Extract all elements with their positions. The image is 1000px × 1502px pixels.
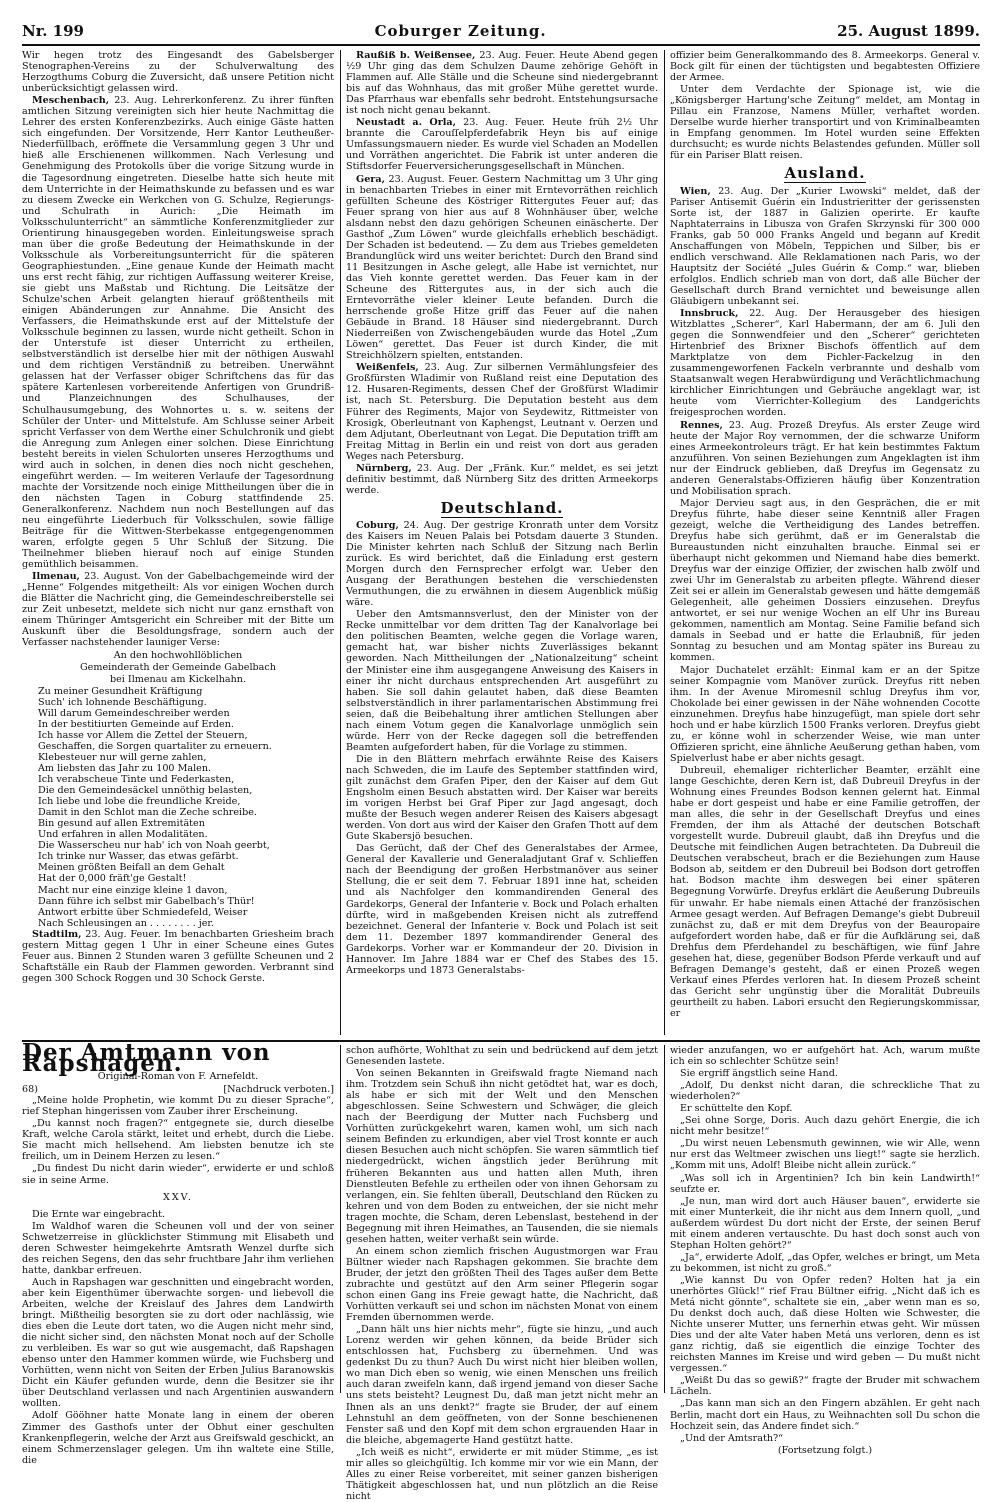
poem-line: In der bestitiurten Gemeinde auf Erden. xyxy=(38,718,234,730)
article-paragraph xyxy=(22,95,334,570)
poem-line: Will darum Gemeindeschreiber werden xyxy=(38,707,230,719)
article-text: „Das kann man sich an den Fingern abzählen. Er geht nach Berlin, macht dort ein Haus, zu Weihnachten soll Du schon die Hochzeit sein, das Andere findet sich.“ xyxy=(670,1398,980,1432)
article-text: „Du kannst noch fragen?“ entgegnete sie, durch dieselbe Kraft, welche Carola stärkt, leitet und erhebt, durch die Liebe. Sie macht mich hellsehend. Am liebsten benutze ich ste freilich, um in Deinem Herzen zu lesen.“ xyxy=(22,1118,334,1163)
poem-line: Die den Gemeindesäckel unnöthig belasten, xyxy=(38,785,253,797)
column-3 xyxy=(670,50,980,1035)
article-text: „Adolf, Du denkst nicht daran, die schreckliche That zu wiederholen?“ xyxy=(670,1080,980,1103)
poem-line: Ich verabscheue Tinte und Federkasten, xyxy=(38,774,235,786)
article-text: 23. Aug. Prozeß Dreyfus. Als erster Zeuge wird heute der Major Roy vernommen, der die schwarze Uniform eines Armeekontroleurs trägt. Er hat kein bestimmtes Faktum anzuführen. Von seinen Beziehungen zum Angeklagten ist ihm nur der Eindruck geblieben, daß Dreyfus im Gegensatz zu anderen Generalstabs-Offizieren häufig über Konzentration und Mobilisation sprach. xyxy=(670,419,980,497)
article-paragraph xyxy=(670,186,980,308)
article-paragraph xyxy=(670,1045,980,1067)
poem-line: Geschaffen, die Sorgen quartaliter zu erneuern. xyxy=(38,740,272,752)
article-text: Major Dervieu sagt aus, in den Gesprächen, die er mit Dreyfus führte, habe dieser seine Kenntniß aller Fragen gezeigt, welche die Vertheidigung des Landes betreffen. Dreyfus habe sich gerühmt, daß er im Generalstab die Bureaustunden nicht einzuhalten brauche. Einmal sei er überhaupt nicht gekommen und Niemand habe dies bemerkt. Dreyfus war der einzige Offizier, der zwischen halb zwölf und zwei Uhr im Generalstab zu arbeiten pflegte. Während dieser Zeit sei er allein im Generalstab gewesen und hätte demgemäß Gelegenheit, alle geheimen Dossiers einzusehen. Dreyfus antwortet, er sei nur wenige Wochen an elf Uhr ins Bureau gekommen, namentlich am Montag. Seine Familie befand sich damals in Seebad und er hatte die Erlaubniß, für jeden Sonntag zu besuchen und am Montag später ins Bureau zu kommen. xyxy=(670,497,980,664)
article-text: 23. Aug. Feuer. Im benachbarten Griesheim brach gestern Mittag gegen 1 Uhr in einer Scheune eines Gutes Feuer aus. Binnen 2 Stunden waren 3 gefüllte Scheunen und 2 Schaftställe ein Raub der Flammen geworden. Verbrannt sind gegen 300 Schock Roggen und 30 Schock Gerste. xyxy=(22,928,334,984)
issue-number: Nr. 199 xyxy=(22,22,84,40)
article-paragraph xyxy=(346,174,658,362)
article-paragraph xyxy=(346,609,658,753)
article-paragraph xyxy=(670,765,980,1019)
novel-author: Original-Roman von F. Arnefeldt. xyxy=(97,1071,259,1083)
article-paragraph xyxy=(22,1209,334,1220)
article-paragraph xyxy=(670,308,980,418)
article-text: 22. Aug. Der Herausgeber des hiesigen Witzblattes „Scherer“, Karl Habermann, der am 6. Juli den gegen die Sonnwendfeier und den „Scherer“ gerichteten Hirtenbrief des Brixner Bischofs öffentlich auf dem Marktplatze von dem Pichler-Fackelzug in den zusammengeworfenen Fackeln verbrannte und deshalb vom Staatsanwalt wegen Herabwürdigung und Verächtlichmachung kirchlicher Einrichtungen und Gebräuche angeklagt war, ist heute vom Vierrichter-Kollegium des Landgerichts freigesprochen worden. xyxy=(670,308,980,419)
reprint-notice: [Nachdruck verboten.] xyxy=(223,1084,334,1096)
article-paragraph xyxy=(346,50,658,116)
novel-title: Der Amtmann von Rapshagen. xyxy=(22,1039,271,1078)
article-text: wieder anzufangen, wo er aufgehört hat. Ach, warum mußte ich ein so schlechter Schütze sein! xyxy=(670,1045,980,1068)
article-text: „Und der Amtsrath?“ xyxy=(680,1432,784,1444)
article-paragraph xyxy=(22,1277,334,1410)
article-paragraph xyxy=(670,498,980,664)
article-paragraph xyxy=(22,1118,334,1162)
article-text: „Wie kannst Du von Opfer reden? Holten hat ja ein unerhörtes Glück!“ rief Frau Bültner eifrig. „Nicht daß ich es Metá nicht gönnte“, schaltete sie ein, „aber wenn man es so, Du denkst doch auch, daß diese Holten wie Schwester, die Nichte unserer Mutter, uns fernerhin etwas geht. Wir müssen Dies und der alte Vater haben Metá uns verloren, denn es ist ganz richtig, daß sie eigentlich die einzige Tochter des reichsten Mannes im Kreise und wird geben — Du mußt nicht vergessen.“ xyxy=(670,1274,980,1375)
article-paragraph xyxy=(346,1447,658,1502)
article-paragraph xyxy=(670,50,980,83)
article-paragraph xyxy=(670,1173,980,1195)
article-text: 23. August. Von der Gabelbachgemeinde wird der „Henne“ Folgendes mitgetheilt: Als vor einigen Wochen durch die Blätter die Nachricht ging, die Gemeindeschreiberstelle sei zur Zeit unbesetzt, meldete sich nicht nur ganz ernsthaft von einem Thüringer Amtsgericht ein Schreiber mit der Bitte um Auskunft über die Besoldungsfrage, sondern auch der Verfasser nachstehender launiger Verse: xyxy=(22,571,334,649)
article-paragraph xyxy=(670,1252,980,1274)
article-paragraph xyxy=(22,571,334,648)
article-paragraph xyxy=(346,362,658,461)
article-text: Im Waldhof waren die Scheunen voll und der von seiner Schwetzerreise in glücklichster Stimmung mit Elisabeth und deren Schwester heimgekehrte Amtsrath Wenzel durfte sich des reichen Segens, den das sehr fruchtbare Jahr ihm verliehen hatte, dankbar erfreuen. xyxy=(22,1220,334,1276)
column-divider xyxy=(340,1045,341,1393)
article-dateline: Weißenfels, xyxy=(356,362,419,374)
article-paragraph xyxy=(346,843,658,976)
article-dateline: Rennes, xyxy=(680,419,723,431)
chapter-number: XXV. xyxy=(163,1191,193,1203)
poem-line: Antwort erbitte über Schmiedefeld, Weiser xyxy=(38,906,248,918)
issue-date: 25. August 1899. xyxy=(837,22,980,40)
article-paragraph xyxy=(22,929,334,984)
poem-line: Such' ich lohnende Beschäftigung. xyxy=(38,696,207,708)
article-dateline: Neustadt a. Orla, xyxy=(356,117,456,129)
article-paragraph xyxy=(22,1163,334,1185)
centered-line: Gemeinderath der Gemeinde Gabelbach xyxy=(80,661,276,673)
novel-column-2 xyxy=(346,1045,658,1502)
section-heading-text: Deutschland. xyxy=(440,498,564,517)
column-2 xyxy=(346,50,658,1035)
article-paragraph xyxy=(670,420,980,497)
novel-column-1 xyxy=(22,1039,334,1466)
article-paragraph xyxy=(346,1324,658,1446)
article-text: Die in den Blättern mehrfach erwähnte Reise des Kaisers nach Schweden, die im Laufe des September stattfinden wird, gilt zunächst dem Grafen Piper, den der Kaiser auf dem Gut Engsholm einen Besuch abstatten wird. Der Kaiser war bereits im vorigen Herbst bei Graf Piper zur Jagd angesagt, doch mußte der Besuch wegen anderer Reisen des Kaisers abgesagt werden. Von dort aus wird der Kaiser den Grafen Thott auf dem Gute Skabersjö besuchen. xyxy=(346,753,658,843)
poem-line: Nach Schleusingen an . . . . . . . . jer. xyxy=(38,917,214,929)
poem-line: Die Wasserscheu nur hab' ich von Noah geerbt, xyxy=(38,840,270,852)
poem-line: Am liebsten das Jahr zu 100 Malen. xyxy=(38,763,212,774)
article-text: Dubreuil, ehemaliger richterlicher Beamter, erzählt eine lange Geschichte, deren Kern ist, daß Dubreuil Dreyfus in der Wohnung eines Freundes Bodson kennen gelernt hat. Einmal habe er dort gespeist und habe er eine Familie getroffen, der man alles, die sehr in der Gesellschaft Dreyfus und eines Fremden, der ihm als Attaché der deutschen Botschaft vorgestellt wurde. Dubreuil glaubt, daß ihn Dreyfus und die Deutsche mit feindlichen Augen betrachteten. Da Dubreuil die Deutschen verabscheut, brach er die Beziehungen zum Hause Bodson ab, seitdem er den Dubreuil bei Bodson dort getroffen hat. Bodson machte ihm deswegen bei einer späteren Begegnung Vorwürfe. Dreyfus erklärt die Aeußerung Dubreuils für unwahr. Er habe niemals einen Attaché der französischen Armee gesagt werden. Auf Befragen Demange's giebt Dubreuil zunächst zu, daß er mit dem Dreyfus von der Beauropaire aufgefordert worden habe, daß er für die Aufklärung sei, daß Drehfus dem Pferdehandel zu beschäftigen, wie fünf Jahre gesehen hat, diese, gegenüber Bodson Pferde verkauft und auf Befragen Demange's gesteht, daß er einen Prozeß wegen Verkauf eines Pferdes verloren hat. In diesem Prozeß scheint das Gericht sehr ungünstig über die Moralität Dubreuils geurtheilt zu haben. Labori ersucht den Regierungskommissar, er xyxy=(670,764,980,1019)
article-text: 23. Aug. Lehrerkonferenz. Zu ihrer fünften amtlichen Sitzung vereinigten sich hier heute Nachmittag die Lehrer des ersten Konferenzbezirks. Auch einige Gäste hatten sich eingefunden. Der Vorsitzende, Herr Kantor Leutheußer-Niederfüllbach, eröffnete die Versammlung gegen 3 Uhr und hieß alle Erschienenen willkommen. Nach Verlesung und Genehmigung des Protokolls über die vorige Sitzung wurde in die Tagesordnung eingetreten. Dieselbe hatte sich heute mit dem Unterrichte in der Heimathskunde zu befassen und es war zu diesem Zwecke ein Werkchen von G. Schulze, Regierungs- und Schulrath in Aurich: „Die Heimath im Volksschulunterricht“ an sämmtliche Konferenzmitglieder zur Orientirung hinausgegeben worden. Einleitungsweise sprach man über die große Bedeutung der Heimathskunde in der Volksschule als Vorbereitungsunterricht für die späteren Geographiestunden. „Eine genaue Kunde der Heimath macht uns erst recht fähig, zur richtigen Auffassung weiterer Kreise, sie giebt uns Maßstab und Richtung. Die Leitsätze der Schulze'schen Arbeit gelangten hierauf größtentheils mit einigen Abänderungen zur Annahme. Die Ansicht des Verfassers, die Heimathskunde erst auf der Mittelstufe der Volksschule beginnen zu lassen, wurde nicht getheilt. Schon in der Unterstufe ist dieser Unterricht zu ertheilen, selbstverständlich ist derselbe hier mit der nöthigen Auswahl und dem richtigen Verständniß zu betreiben. Unerwähnt gelassen hat der Verfasser obiger Schriftchens das für das spätere Kartenlesen vorbereitende Anfertigen von Grundriß- und Planzeichnungen des Schulhauses, der Schulhausumgebung, des Wohnortes u. s. w. seitens der Schüler der Unter- und Mittelstufe. Am Schlusse seiner Arbeit spricht Verfasser von dem Werthe einer Schulchronik und giebt die Anregung zum Anlegen einer solchen. Diese Einrichtung besteht bereits in vielen Schulorten unseres Herzogthums und wird auch in solchen, in denen dies noch nicht geschehen, eingeführt werden. — Im weiteren Verlaufe der Tagesordnung machte der Vorsitzende noch einige Mittheilungen über die in den nächsten Tagen in Coburg stattfindende 25. Generalkonferenz. Nachdem nun noch Bestellungen auf das neu eingeführte Liederbuch für Volksschulen, sowie fällige Beiträge für die Wittwen-Sterbekasse entgegengenommen waren, erfolgte gegen 5 Uhr Schluß der Sitzung. Die Theilnehmer blieben hierauf noch auf einige Stunden gemüthlich beisammen. xyxy=(22,95,334,571)
article-text: „Meine holde Prophetin, wie kommt Du zu dieser Sprache“, rief Stephan hingerissen vom Zauber ihrer Erscheinung. xyxy=(22,1095,334,1118)
article-paragraph xyxy=(670,1115,980,1137)
article-dateline: Raußiß b. Weißensee, xyxy=(356,50,476,61)
article-text: „Ja“, erwiderte Adolf, „das Opfer, welches er bringt, um Meta zu bekommen, ist nicht zu groß.“ xyxy=(670,1251,980,1274)
article-paragraph xyxy=(346,1246,658,1323)
novel-notice-row xyxy=(22,1084,334,1095)
column-divider xyxy=(664,50,665,1035)
article-dateline: Meschenbach, xyxy=(32,95,110,107)
article-text: Major Duchatelet erzählt: Einmal kam er an der Spitze seiner Kompagnie vom Manöver zurück. Dreyfus ritt neben ihm. In der Avenue Miromesnil schlug Dreyfus ihm vor, Chokolade bei einer gewissen in der Nähe wohnenden Cocotte einzunehmen. Dreyfus habe hinzugefügt, man spiele dort sehr hoch und er habe kürzlich 1500 Franks verloren. Dreyfus giebt zu, er könne wohl in scherzender Weise, wie man unter Offizieren spricht, eine ähnliche Aeußerung gethan haben, vom Spielverlust habe er aber nichts gesagt. xyxy=(670,664,980,764)
poem-line: Zu meiner Gesundheit Kräftigung xyxy=(38,685,203,697)
newspaper-page xyxy=(22,18,980,1502)
section-heading xyxy=(670,164,980,183)
article-text: Unter dem Verdachte der Spionage ist, wie die „Königsberger Hartung'sche Zeitung“ meldet, am Montag in Pillau ein Franzose, Namens Müller, verhaftet worden. Derselbe wurde hierher transportirt und von Kriminalbeamten in Empfang genommen. Im Hotel wurden seine Effekten durchsucht; es wurde nichts Belastendes gefunden. Müller soll für ein Pariser Blatt reisen. xyxy=(670,84,980,162)
article-text: „Sei ohne Sorge, Doris. Auch dazu gehört Energie, die ich nicht mehr besitze!“ xyxy=(670,1115,980,1138)
article-text: offizier beim Generalkommando des 8. Armeekorps. General v. Bock gilt für einen der tüchtigsten und begabtesten Offiziere der Armee. xyxy=(670,50,980,84)
poem-line: Ich trinke nur Wasser, das etwas gefärbt. xyxy=(38,851,239,863)
article-text: An einem schon ziemlich frischen Augustmorgen war Frau Bültner wieder nach Rapshagen gekommen. Sie brachte dem Bruder, der jetzt den größten Theil des Tages außer dem Bette zubrachte und gestützt auf den Arm seiner Pflegerin sogar schon einen Gang ins Freie gewagt hatte, die Nachricht, daß Vorhütten verkauft sei und schon im nächsten Monat von einem Fremden übernommen werde. xyxy=(346,1245,658,1324)
article-text: Er schüttelte den Kopf. xyxy=(680,1103,793,1115)
article-text: 24. Aug. Der gestrige Kronrath unter dem Vorsitz des Kaisers im Neuen Palais bei Potsdam dauerte 3 Stunden. Die Minister kehrten nach Schluß der Sitzung nach Berlin zurück. Es wird berichtet, daß die Einladung erst gestern Morgen durch den Fernsprecher erfolgt war. Ueber den Ausgang der Berathungen bestehen die verschiedensten Vermuthungen, die zu erwähnen in diesem Augenblick müßig wäre. xyxy=(346,519,658,609)
article-text: 23. Aug. Zur silbernen Vermählungsfeier des Großfürsten Wladimir von Rußland reist eine Deputation des 12. Husaren-Regiments, dessen Chef der Großfürst Wladimir ist, nach St. Petersburg. Die Deputation besteht aus dem Führer des Regiments, Major von Seydewitz, Rittmeister von Krosigk, Oberleutnant von Kaphengst, Leutnant v. Oerzen und dem Adjutant, Oberleutnant von Legat. Die Deputation trifft am Freitag Mittag in Berlin ein und reist von dort aus geraden Weges nach Petersburg. xyxy=(346,362,658,462)
poem-line: Bin gesund auf allen Extremitäten xyxy=(38,818,205,830)
article-text: 23. Aug. Der „Kurier Lwowski“ meldet, daß der Pariser Antisemit Guérin ein Industrieritter der gerissensten Sorte ist, der 1887 in Galizien operirte. Er kaufte Naphtaterrains in Libusza von Grafen Skrzynski für 300 000 Franks, gab 50 000 Franks Angeld und begann auf Kredit Anschaffungen von Möbeln, Teppichen und Silber, bis er endlich verschwand. Alle Reklamationen nach Paris, wo der Hauptsitz der Société „Jules Guérin & Comp.“ war, blieben erfolglos. Endlich schrieb man von dort, daß alle Bücher der Gesellschaft durch Brand vernichtet und beweisunge allen Gläubigern unbekannt sei. xyxy=(670,185,980,307)
article-text: „Du wirst neuen Lebensmuth gewinnen, wie wir Alle, wenn nur erst das Weltmeer zwischen uns liegt!“ sagte sie herzlich. „Komm mit uns, Adolf! Bleibe nicht allein zurück.“ xyxy=(670,1138,980,1172)
article-text: 23. Aug. Feuer. Heute Abend gegen ½9 Uhr ging das dem Schulzen Daume zehörige Gehöft in Flammen auf. Alle Ställe und die Scheune sind niedergebrannt bis auf das Wohnhaus, das mit großer Mühe gerettet wurde. Das Pfarrhaus war ebenfalls sehr bedroht. Entstehungsursache ist noch nicht genau bekannt. xyxy=(346,50,658,117)
installment-number: 68) xyxy=(22,1084,38,1096)
column-1 xyxy=(22,50,334,1035)
centered-line: bei Ilmenau am Kickelhahn. xyxy=(109,673,247,685)
article-paragraph xyxy=(670,1375,980,1397)
article-paragraph xyxy=(670,665,980,764)
novel-column-3 xyxy=(670,1045,980,1456)
poem-line: Meinen größten Beifall an dem Gehalt xyxy=(38,862,225,874)
article-text: Auch in Rapshagen war geschnitten und eingebracht worden, aber kein Eigenthümer überwachte sorgen- und liebevoll die Arbeiten, welche der Kreislauf des Jahres dem Landwirth bringt. Mißtheilig besorgten sie zu dort oder nachlässig, wie dies eben die Leute dort taten, wo die Augen nicht mehr sind, die nicht sicher sind, den nächsten Monat noch auf der Scholle zu verbleiben. Es war so gut wie ausgemacht, daß Rapshagen ebenso unter den Hammer kommen würde, wie Fuchsberg und Vorhütten, wenn nicht von Seiten der Erben Julius Baranowskis Dicht ein Käufer gefunden wurde, denn die Besitzer sie ihr über Deutschland verlassen und nach Argentinien auswandern wollten. xyxy=(22,1276,334,1410)
poem-line: Ich hasse vor Allem die Zettel der Steuern, xyxy=(38,729,248,741)
article-paragraph xyxy=(670,1068,980,1079)
article-paragraph xyxy=(22,1095,334,1117)
article-text: Sie ergriff ängstlich seine Hand. xyxy=(680,1068,838,1080)
article-paragraph xyxy=(670,1196,980,1251)
article-paragraph xyxy=(670,1275,980,1374)
article-dateline: Coburg, xyxy=(356,519,399,531)
article-paragraph xyxy=(670,84,980,161)
poem-line: Und erfahren in allen Modalitäten. xyxy=(38,829,208,841)
article-paragraph xyxy=(346,1068,658,1245)
article-text: Das Gerücht, daß der Chef des Generalstabes der Armee, General der Kavallerie und Generaladjutant Graf v. Schlieffen nach der Beendigung der großen Herbstmanöver aus seiner Stellung, die er seit dem 7. Februar 1891 inne hat, scheiden und als Nachfolger den kommandirenden General des Gardekorps, General der Infanterie v. Bock und Polach erhalten dürfte, wird in maßgebenden Kreisen nicht als zutreffend bezeichnet. General der Infanterie v. Bock und Polach ist seit dem 11. Dezember 1897 kommandirender General des Gardekorps. Vorher war er Kommandeur der 20. Division in Hannover. Im Jahre 1884 war er Chef des Stabes des 15. Armeekorps und 1873 Generalstabs- xyxy=(346,843,658,976)
article-text: Von seinen Bekannten in Greifswald fragte Niemand nach ihm. Trotzdem sein Schuß ihn nicht getödtet hat, war es doch, als habe er sich mit der Welt und den Menschen abgeschlossen. Seine Schwestern und Schwäger, die gleich nach der Beerdigung der Mutter nach Fuchsberg und Vorhütten zurückgekehrt waren, kamen wohl, um sich nach seinem Befinden zu erkundigen, aber viel Trost konnte er auch diesen Besuchen auch nicht schöpfen. Sie waren sämmtlich tief niedergedrückt, wichen ängstlich jeder Berührung mit früheren Bekannten aus und hatten allen Muth, ihren Dienstleuten Befehle zu ertheilen oder von ihnen Gehorsam zu verlangen, ein. Sie fehlten überall, Deutschland den Rücken zu kehren und von dem Boden zu entweichen, der sie nicht mehr tragen mochte, die Scham, deren Lebenslast, bestehend in der Begegnung mit ihren Heimathes, an Tausenden, die sie niemals gesehen hatten, weiter verhaßt sein würde. xyxy=(346,1068,658,1245)
centered-line: An den hochwohllöblichen xyxy=(113,649,243,661)
poem-line: Damit in den Schlot man die Zeche schreibe. xyxy=(38,807,257,819)
article-text: Wir hegen trotz des Eingesandt des Gabelsberger Stenographen-Vereins zu der Schulverwaltung des Herzogthums Coburg die Zuversicht, daß unsere Petition nicht unberücksichtigt gelassen wird. xyxy=(22,50,334,95)
article-text: „Dann hält uns hier nichts mehr“, fügte sie hinzu, „und auch Lorenz werden wir gehen können, da beide Brüder sich entschlossen hat, Fuchsberg zu übernehmen. Und was gedenkst Du zu thun? Auch Du wirst nicht hier bleiben wollen, wo man Dich eben so wenig, wie einen Menschen uns freilich auch daran zweifeln kann, daß irgend jemand von dieser Sache uns stets beisteht? Leugnest Du, daß man jetzt nicht mehr an Ihnen als an uns denkt?“ fragte sie Bruder, der auf einem Lehnstuhl an dem geöffneten, von der Sonne beschienenen Fenster saß und den Kopf mit dem schon ergrauenden Haar in die bleiche, abgemagerte Hand gestützt hatte. xyxy=(346,1324,658,1446)
article-dateline: Stadtilm, xyxy=(32,928,82,940)
article-text: 23. August. Feuer. Gestern Nachmittag um 3 Uhr ging in benachbarten Triebes in einer mit Erntevorräthen reichlich gefüllten Scheune des Köstriger Rittergutes Feuer auf; das Feuer sprang von hier aus auf 8 Wohnhäuser über, welche alsdann nebst den dazu gehörigen Scheunen einäscherte. Der Gasthof „Zum Löwen“ wurde gleichfalls erheblich beschädigt. Der Schaden ist bedeutend. — Zu dem aus Triebes gemeldeten Brandunglück wird uns weiter berichtet: Durch den Brand sind 11 Besitzungen in Asche gelegt, alle Habe ist vernichtet, nur das Vieh konnte gerettet werden. Das Feuer kam in der Scheune des Rittergutes aus, in der sich auch die Erntevorräthe vieler kleiner Leute befanden. Durch die herrschende große Hitze griff das Feuer auf die nahen Gebäude in Brand. 18 Häuser sind niedergebrannt. Durch Niederreißen von Zwischengebäuden wurde das Hotel „Zum Löwen“ gerettet. Das Feuer ist durch Kinder, die mit Streichhölzern spielten, entstanden. xyxy=(346,173,658,362)
poem-line: Macht nur eine einzige kleine 1 davon, xyxy=(38,884,228,896)
article-paragraph xyxy=(346,754,658,842)
section-heading xyxy=(346,498,658,517)
article-text: „Ich weiß es nicht“, erwiderte er mit müder Stimme, „es ist mir alles so gleichgültig. Ich komme mir vor wie ein Mann, der Alles zu einer Reise vorbereitet, mit seiner ganzen bisherigen Thätigkeit abgeschlossen hat, und nun plötzlich an die Reise nicht xyxy=(346,1446,658,1502)
article-paragraph xyxy=(346,463,658,496)
article-paragraph xyxy=(670,1138,980,1171)
article-dateline: Nürnberg, xyxy=(356,462,412,474)
article-paragraph xyxy=(670,1103,980,1114)
article-dateline: Ilmenau, xyxy=(32,571,80,583)
article-text: „Du findest Du nicht darin wieder“, erwiderte er und schloß sie in seine Arme. xyxy=(22,1163,334,1186)
article-text: „Je nun, man wird dort auch Häuser bauen“, erwiderte sie mit einer Munterkeit, die ihr nicht aus dem Innern quoll, „und außerdem würdest Du dort nicht der Erste, der seinen Beruf mit einem anderen vertauschte. Du hast doch sonst auch von Stephan Holten gehört?“ xyxy=(670,1195,980,1251)
article-paragraph xyxy=(670,1398,980,1431)
article-text: Die Ernte war eingebracht. xyxy=(32,1208,166,1220)
article-paragraph xyxy=(670,1433,980,1444)
article-paragraph xyxy=(22,50,334,94)
article-paragraph xyxy=(670,1080,980,1102)
article-paragraph xyxy=(346,117,658,172)
article-paragraph xyxy=(346,1045,658,1067)
article-text: 23. Aug. Der „Fränk. Kur.“ meldet, es sei jetzt definitiv bestimmt, daß Nürnberg Sitz des dritten Armeekorps werde. xyxy=(346,462,658,496)
article-dateline: Gera, xyxy=(356,173,385,185)
column-divider xyxy=(340,50,341,1035)
section-heading-text: Ausland. xyxy=(784,164,866,183)
article-paragraph xyxy=(22,1410,334,1465)
article-text: 23. Aug. Feuer. Heute früh 2½ Uhr brannte die Carouſſelpferdefabrik Heyn bis auf einige Umfassungsmauern nieder. Es wurde viel Schaden an Modellen und Vorräthen angerichtet. Die Fabrik ist unter anderen die Stiftsdorfer Feuerversicherungsgesellschaft in München. xyxy=(346,117,659,173)
poem-line: Klebesteuer nur will gerne zahlen, xyxy=(38,751,207,763)
article-text: Adolf Gööhner hatte Monate lang in einem der oberen Zimmer des Gasthofs unter der Obhut einer geschulten Krankenpflegerin, welche der Arzt aus Greifswald geschickt, an einem Schmerzenslager gelegen. Um ihn waltete eine Stille, die xyxy=(22,1410,334,1466)
article-text: Ueber den Amtsmannsverlust, den der Minister von der Recke unmittelbar vor dem dritten Tag der Kanalvorlage bei den politischen Beamten, welche gegen die Vorlage waren, gemacht hat, war bisher nichts Zuverlässiges bekannt geworden. Nach Mittheilungen der „Nationalzeitung“ scheint der Minister eine ihm ausgegangene Anweisung des Kaisers in einer ihr nicht durchaus entsprechenden Art ausgeführt zu haben. Sie soll dahin gelautet haben, daß diese Beamten selbstverständlich in ihrer parlamentarischen Abstimmung frei seien, daß die Beibehaltung ihrer amtlichen Stellungen aber nach einem Votum gegen die Kanalvorlage unmöglich sein würde. Herr von der Recke dagegen soll die betreffenden Beamten aufgefordert haben, für die Vorlage zu stimmen. xyxy=(346,609,658,753)
article-text: „Weißt Du das so gewiß?“ fragte der Bruder mit schwachem Lächeln. xyxy=(670,1375,980,1398)
poem-line: Hat der 0,000 fräft'ge Gestalt! xyxy=(38,873,187,885)
newspaper-title: Coburger Zeitung. xyxy=(374,22,547,40)
article-paragraph xyxy=(346,520,658,608)
article-text: „Was soll ich in Argentinien? Ich bin kein Landwirth!“ seufzte er. xyxy=(670,1172,980,1195)
article-dateline: Innsbruck, xyxy=(680,308,739,320)
article-dateline: Wien, xyxy=(680,185,711,197)
article-text: schon aufhörte, Wohlthat zu sein und bedrückend auf dem jetzt Genesenden lastete. xyxy=(346,1045,658,1068)
masthead xyxy=(22,18,980,46)
poem xyxy=(22,686,334,929)
column-divider xyxy=(664,1045,665,1393)
poem-line: Dann führe ich selbst mir Gabelbach's Thür! xyxy=(38,895,255,907)
article-paragraph xyxy=(22,1221,334,1276)
poem-line: Ich liebe und lobe die freundliche Kreide, xyxy=(38,796,241,808)
centered-line: (Fortsetzung folgt.) xyxy=(777,1444,873,1456)
